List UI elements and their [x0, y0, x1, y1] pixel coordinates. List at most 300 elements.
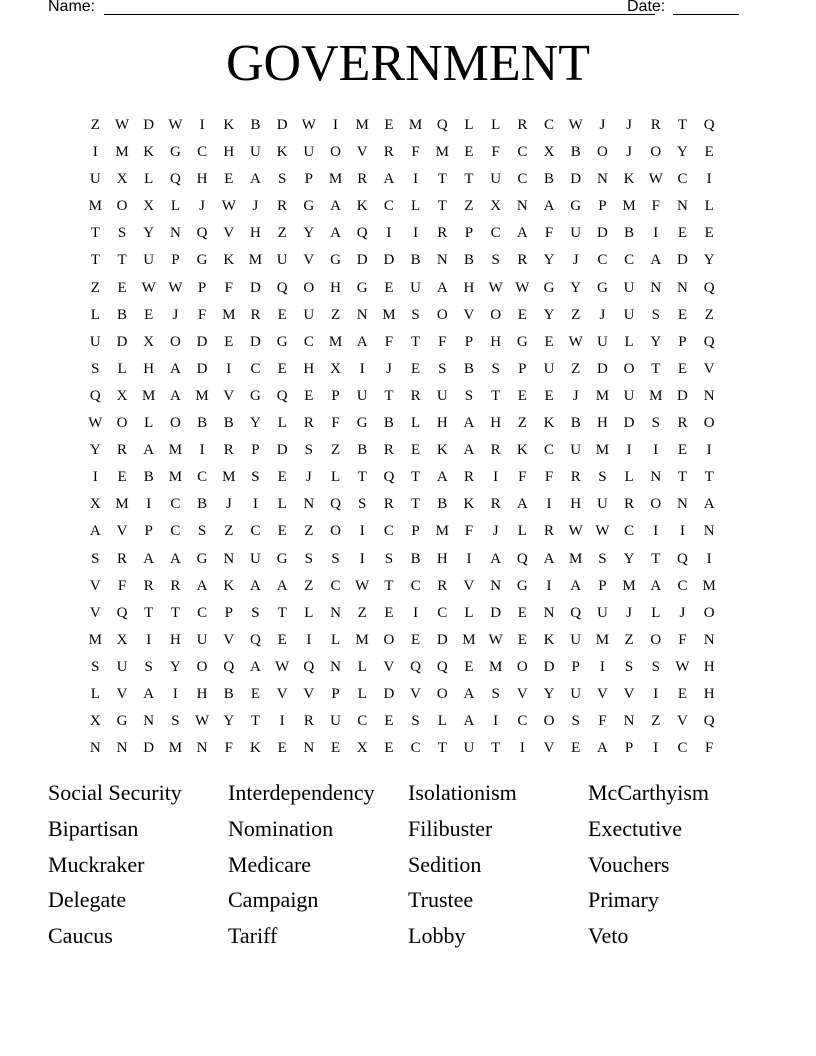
- grid-letter[interactable]: N: [330, 604, 341, 621]
- grid-letter[interactable]: I: [413, 171, 419, 188]
- grid-letter[interactable]: L: [144, 171, 154, 188]
- grid-letter[interactable]: R: [410, 387, 421, 404]
- grid-letter[interactable]: S: [197, 523, 207, 540]
- grid-letter[interactable]: E: [704, 144, 714, 161]
- grid-letter[interactable]: K: [356, 198, 368, 215]
- grid-letter[interactable]: Z: [517, 415, 527, 432]
- grid-letter[interactable]: I: [599, 658, 605, 675]
- grid-letter[interactable]: E: [517, 387, 527, 404]
- grid-letter[interactable]: T: [704, 469, 714, 486]
- grid-letter[interactable]: A: [356, 333, 368, 350]
- grid-letter[interactable]: E: [677, 442, 688, 459]
- grid-letter[interactable]: L: [304, 604, 314, 621]
- grid-letter[interactable]: L: [117, 360, 127, 377]
- grid-letter[interactable]: N: [703, 387, 715, 404]
- grid-letter[interactable]: V: [89, 604, 101, 621]
- grid-letter[interactable]: F: [491, 144, 500, 161]
- grid-letter[interactable]: C: [410, 577, 421, 594]
- grid-letter[interactable]: T: [411, 496, 421, 513]
- grid-letter[interactable]: A: [650, 577, 662, 594]
- grid-letter[interactable]: T: [464, 171, 474, 188]
- grid-letter[interactable]: Z: [624, 631, 634, 648]
- grid-letter[interactable]: I: [626, 442, 632, 459]
- grid-letter[interactable]: T: [384, 577, 394, 594]
- grid-letter[interactable]: M: [168, 740, 183, 757]
- grid-letter[interactable]: E: [117, 469, 127, 486]
- grid-letter[interactable]: H: [570, 496, 582, 513]
- grid-letter[interactable]: H: [143, 360, 155, 377]
- grid-letter[interactable]: D: [570, 171, 582, 188]
- grid-letter[interactable]: T: [170, 604, 180, 621]
- grid-letter[interactable]: G: [356, 279, 368, 296]
- grid-letter[interactable]: I: [252, 496, 258, 513]
- grid-letter[interactable]: I: [172, 685, 178, 702]
- grid-letter[interactable]: T: [437, 198, 447, 215]
- grid-letter[interactable]: I: [466, 550, 472, 567]
- grid-letter[interactable]: A: [250, 577, 261, 594]
- grid-letter[interactable]: B: [223, 415, 234, 432]
- grid-letter[interactable]: D: [143, 740, 155, 757]
- grid-letter[interactable]: K: [623, 171, 635, 188]
- grid-letter[interactable]: I: [146, 496, 152, 513]
- grid-letter[interactable]: L: [464, 117, 474, 133]
- grid-letter[interactable]: M: [462, 631, 476, 648]
- grid-letter[interactable]: E: [544, 333, 554, 350]
- grid-letter[interactable]: F: [704, 740, 714, 757]
- grid-letter[interactable]: F: [544, 469, 554, 486]
- grid-letter[interactable]: E: [384, 713, 394, 730]
- grid-letter[interactable]: Q: [703, 279, 715, 296]
- grid-letter[interactable]: Y: [570, 279, 582, 296]
- grid-letter[interactable]: K: [276, 144, 288, 161]
- grid-letter[interactable]: F: [651, 198, 660, 215]
- grid-letter[interactable]: O: [116, 198, 128, 215]
- grid-letter[interactable]: Z: [704, 306, 714, 323]
- grid-letter[interactable]: B: [223, 685, 234, 702]
- grid-letter[interactable]: F: [224, 740, 233, 757]
- grid-letter[interactable]: S: [251, 469, 260, 486]
- grid-letter[interactable]: C: [677, 740, 688, 757]
- grid-letter[interactable]: I: [546, 577, 552, 594]
- grid-letter[interactable]: C: [624, 523, 635, 540]
- grid-letter[interactable]: F: [678, 631, 687, 648]
- grid-letter[interactable]: Q: [410, 658, 422, 675]
- grid-letter[interactable]: O: [623, 360, 635, 377]
- grid-letter[interactable]: V: [116, 685, 128, 702]
- grid-letter[interactable]: O: [543, 713, 555, 730]
- grid-letter[interactable]: P: [304, 171, 314, 188]
- grid-letter[interactable]: W: [595, 523, 610, 540]
- grid-letter[interactable]: E: [464, 658, 474, 675]
- grid-letter[interactable]: I: [653, 225, 659, 242]
- grid-letter[interactable]: M: [595, 631, 610, 648]
- grid-letter[interactable]: Q: [116, 604, 128, 621]
- grid-letter[interactable]: D: [623, 415, 635, 432]
- grid-letter[interactable]: S: [91, 360, 100, 377]
- grid-letter[interactable]: Q: [169, 171, 181, 188]
- grid-letter[interactable]: R: [357, 171, 368, 188]
- grid-letter[interactable]: J: [305, 469, 312, 486]
- grid-letter[interactable]: T: [277, 604, 287, 621]
- grid-letter[interactable]: H: [196, 171, 208, 188]
- grid-letter[interactable]: E: [677, 306, 688, 323]
- grid-letter[interactable]: O: [383, 631, 395, 648]
- grid-letter[interactable]: R: [277, 198, 288, 215]
- grid-letter[interactable]: J: [572, 387, 579, 404]
- grid-letter[interactable]: Y: [89, 442, 101, 459]
- grid-letter[interactable]: I: [306, 631, 312, 648]
- grid-letter[interactable]: I: [653, 523, 659, 540]
- grid-letter[interactable]: U: [116, 658, 128, 675]
- grid-letter[interactable]: Y: [543, 306, 555, 323]
- grid-letter[interactable]: G: [116, 713, 128, 730]
- grid-letter[interactable]: L: [357, 658, 367, 675]
- grid-letter[interactable]: X: [89, 496, 101, 513]
- grid-letter[interactable]: Z: [330, 442, 341, 459]
- grid-letter[interactable]: B: [383, 415, 394, 432]
- grid-letter[interactable]: N: [677, 496, 688, 513]
- grid-letter[interactable]: E: [144, 306, 154, 323]
- grid-letter[interactable]: Z: [464, 198, 474, 215]
- grid-letter[interactable]: N: [677, 279, 688, 296]
- grid-letter[interactable]: H: [436, 415, 448, 432]
- grid-letter[interactable]: C: [544, 442, 555, 459]
- grid-letter[interactable]: Z: [90, 117, 100, 133]
- grid-letter[interactable]: C: [250, 523, 261, 540]
- grid-letter[interactable]: C: [330, 577, 341, 594]
- grid-letter[interactable]: M: [408, 117, 423, 133]
- grid-letter[interactable]: S: [491, 360, 500, 377]
- grid-letter[interactable]: M: [355, 631, 369, 648]
- grid-letter[interactable]: P: [171, 252, 180, 269]
- grid-letter[interactable]: N: [143, 713, 155, 730]
- grid-letter[interactable]: V: [596, 685, 608, 702]
- grid-letter[interactable]: M: [569, 550, 583, 567]
- grid-letter[interactable]: A: [169, 550, 181, 567]
- grid-letter[interactable]: T: [384, 387, 394, 404]
- grid-letter[interactable]: I: [279, 713, 285, 730]
- grid-letter[interactable]: P: [624, 740, 634, 757]
- grid-letter[interactable]: D: [596, 225, 608, 242]
- grid-letter[interactable]: U: [570, 225, 582, 242]
- grid-letter[interactable]: T: [144, 604, 154, 621]
- grid-letter[interactable]: S: [651, 658, 660, 675]
- grid-letter[interactable]: G: [543, 279, 555, 296]
- grid-letter[interactable]: E: [411, 631, 421, 648]
- grid-letter[interactable]: U: [570, 631, 582, 648]
- grid-letter[interactable]: D: [596, 360, 608, 377]
- grid-letter[interactable]: N: [650, 279, 662, 296]
- grid-letter[interactable]: V: [703, 360, 715, 377]
- grid-letter[interactable]: O: [303, 279, 315, 296]
- grid-letter[interactable]: C: [517, 144, 528, 161]
- grid-letter[interactable]: O: [196, 658, 208, 675]
- grid-letter[interactable]: U: [463, 740, 475, 757]
- grid-letter[interactable]: S: [304, 442, 314, 459]
- grid-letter[interactable]: L: [491, 117, 501, 133]
- grid-letter[interactable]: I: [546, 496, 552, 513]
- grid-letter[interactable]: T: [411, 469, 421, 486]
- grid-letter[interactable]: P: [224, 604, 233, 621]
- grid-letter[interactable]: S: [624, 658, 634, 675]
- grid-letter[interactable]: H: [330, 279, 341, 296]
- grid-letter[interactable]: V: [303, 685, 315, 702]
- grid-letter[interactable]: I: [359, 550, 365, 567]
- grid-letter[interactable]: R: [463, 469, 474, 486]
- grid-letter[interactable]: G: [596, 279, 608, 296]
- grid-letter[interactable]: P: [518, 360, 527, 377]
- grid-letter[interactable]: U: [250, 144, 261, 161]
- grid-letter[interactable]: B: [624, 225, 635, 242]
- grid-letter[interactable]: V: [463, 306, 475, 323]
- grid-letter[interactable]: E: [277, 631, 287, 648]
- date-blank-line[interactable]: [673, 14, 739, 15]
- grid-letter[interactable]: J: [626, 117, 633, 133]
- grid-letter[interactable]: T: [677, 117, 688, 133]
- grid-letter[interactable]: N: [650, 469, 662, 486]
- grid-letter[interactable]: L: [170, 198, 180, 215]
- grid-letter[interactable]: A: [169, 360, 181, 377]
- grid-letter[interactable]: O: [650, 631, 662, 648]
- grid-letter[interactable]: Z: [330, 306, 341, 323]
- grid-letter[interactable]: A: [463, 415, 475, 432]
- grid-letter[interactable]: G: [570, 198, 582, 215]
- grid-letter[interactable]: V: [677, 713, 688, 730]
- grid-letter[interactable]: B: [463, 252, 474, 269]
- grid-letter[interactable]: L: [330, 469, 341, 486]
- grid-letter[interactable]: W: [568, 333, 583, 350]
- grid-letter[interactable]: R: [223, 442, 234, 459]
- grid-letter[interactable]: F: [224, 279, 233, 296]
- grid-letter[interactable]: M: [115, 496, 129, 513]
- grid-letter[interactable]: U: [570, 685, 582, 702]
- grid-letter[interactable]: W: [114, 117, 130, 133]
- grid-letter[interactable]: A: [250, 171, 261, 188]
- grid-letter[interactable]: U: [89, 171, 101, 188]
- grid-letter[interactable]: E: [117, 279, 127, 296]
- grid-letter[interactable]: D: [677, 252, 688, 269]
- grid-letter[interactable]: G: [330, 252, 341, 269]
- grid-letter[interactable]: R: [490, 496, 501, 513]
- grid-letter[interactable]: C: [197, 144, 208, 161]
- grid-letter[interactable]: W: [221, 198, 236, 215]
- grid-letter[interactable]: L: [277, 415, 287, 432]
- grid-letter[interactable]: F: [518, 469, 527, 486]
- grid-letter[interactable]: B: [570, 415, 581, 432]
- grid-letter[interactable]: G: [356, 415, 368, 432]
- grid-letter[interactable]: R: [170, 577, 181, 594]
- grid-letter[interactable]: U: [596, 333, 608, 350]
- grid-letter[interactable]: N: [303, 496, 315, 513]
- grid-letter[interactable]: X: [143, 333, 155, 350]
- grid-letter[interactable]: D: [196, 333, 208, 350]
- grid-letter[interactable]: P: [598, 577, 607, 594]
- grid-letter[interactable]: G: [250, 387, 261, 404]
- grid-letter[interactable]: F: [464, 523, 474, 540]
- grid-letter[interactable]: S: [411, 306, 420, 323]
- grid-letter[interactable]: Q: [223, 658, 235, 675]
- grid-letter[interactable]: I: [333, 117, 339, 133]
- grid-letter[interactable]: S: [438, 360, 447, 377]
- grid-letter[interactable]: C: [250, 360, 261, 377]
- grid-letter[interactable]: J: [626, 144, 633, 161]
- grid-letter[interactable]: I: [92, 469, 98, 486]
- grid-letter[interactable]: X: [330, 360, 341, 377]
- grid-letter[interactable]: O: [650, 144, 662, 161]
- grid-letter[interactable]: P: [598, 198, 607, 215]
- grid-letter[interactable]: I: [226, 360, 232, 377]
- grid-letter[interactable]: D: [383, 685, 395, 702]
- grid-letter[interactable]: N: [303, 740, 315, 757]
- grid-letter[interactable]: C: [544, 117, 555, 133]
- grid-letter[interactable]: Q: [276, 387, 288, 404]
- grid-letter[interactable]: L: [144, 415, 154, 432]
- grid-letter[interactable]: R: [117, 550, 128, 567]
- grid-letter[interactable]: L: [464, 604, 474, 621]
- grid-letter[interactable]: M: [222, 306, 236, 323]
- grid-letter[interactable]: A: [169, 387, 181, 404]
- grid-letter[interactable]: H: [436, 550, 448, 567]
- grid-letter[interactable]: I: [679, 523, 685, 540]
- grid-letter[interactable]: L: [330, 631, 341, 648]
- grid-letter[interactable]: E: [411, 442, 421, 459]
- grid-letter[interactable]: I: [359, 523, 365, 540]
- grid-letter[interactable]: Y: [223, 713, 235, 730]
- grid-letter[interactable]: T: [250, 713, 261, 730]
- grid-letter[interactable]: T: [491, 740, 501, 757]
- grid-letter[interactable]: C: [383, 523, 394, 540]
- grid-letter[interactable]: M: [142, 387, 156, 404]
- grid-letter[interactable]: A: [516, 225, 528, 242]
- grid-letter[interactable]: O: [436, 306, 448, 323]
- grid-letter[interactable]: S: [491, 252, 500, 269]
- grid-letter[interactable]: S: [117, 225, 127, 242]
- grid-letter[interactable]: T: [437, 171, 447, 188]
- grid-letter[interactable]: L: [90, 306, 100, 323]
- grid-letter[interactable]: O: [436, 685, 448, 702]
- grid-letter[interactable]: U: [623, 306, 635, 323]
- grid-letter[interactable]: S: [571, 713, 580, 730]
- grid-letter[interactable]: K: [223, 577, 235, 594]
- grid-letter[interactable]: X: [490, 198, 502, 215]
- grid-letter[interactable]: F: [197, 306, 207, 323]
- grid-letter[interactable]: V: [89, 577, 101, 594]
- grid-letter[interactable]: E: [277, 469, 287, 486]
- grid-letter[interactable]: A: [250, 658, 261, 675]
- grid-letter[interactable]: N: [89, 740, 101, 757]
- grid-letter[interactable]: I: [493, 713, 499, 730]
- grid-letter[interactable]: O: [703, 415, 715, 432]
- grid-letter[interactable]: K: [223, 252, 235, 269]
- grid-letter[interactable]: N: [330, 658, 341, 675]
- grid-letter[interactable]: A: [383, 171, 395, 188]
- grid-letter[interactable]: Z: [571, 360, 581, 377]
- grid-letter[interactable]: F: [544, 225, 554, 242]
- grid-letter[interactable]: W: [568, 117, 583, 133]
- grid-letter[interactable]: D: [490, 604, 502, 621]
- grid-letter[interactable]: J: [385, 360, 392, 377]
- grid-letter[interactable]: O: [116, 415, 128, 432]
- grid-letter[interactable]: E: [384, 279, 394, 296]
- grid-letter[interactable]: J: [679, 604, 686, 621]
- grid-letter[interactable]: E: [304, 387, 314, 404]
- grid-letter[interactable]: E: [384, 604, 394, 621]
- grid-letter[interactable]: A: [330, 198, 341, 215]
- grid-letter[interactable]: L: [624, 469, 634, 486]
- grid-letter[interactable]: W: [301, 117, 316, 133]
- grid-letter[interactable]: M: [435, 144, 449, 161]
- grid-letter[interactable]: G: [516, 333, 528, 350]
- grid-letter[interactable]: N: [677, 198, 688, 215]
- grid-letter[interactable]: Y: [543, 252, 555, 269]
- grid-letter[interactable]: E: [677, 360, 688, 377]
- name-blank-line[interactable]: [104, 14, 655, 15]
- grid-letter[interactable]: I: [493, 469, 499, 486]
- grid-letter[interactable]: U: [623, 279, 635, 296]
- grid-letter[interactable]: Q: [703, 713, 715, 730]
- grid-letter[interactable]: J: [492, 523, 499, 540]
- grid-letter[interactable]: D: [436, 631, 448, 648]
- grid-letter[interactable]: D: [356, 252, 368, 269]
- grid-letter[interactable]: W: [355, 577, 370, 594]
- grid-letter[interactable]: J: [252, 198, 259, 215]
- grid-letter[interactable]: C: [303, 333, 314, 350]
- grid-letter[interactable]: A: [143, 442, 155, 459]
- grid-letter[interactable]: R: [544, 523, 555, 540]
- grid-letter[interactable]: S: [384, 550, 394, 567]
- grid-letter[interactable]: U: [596, 604, 608, 621]
- grid-letter[interactable]: A: [276, 577, 288, 594]
- grid-letter[interactable]: E: [384, 117, 394, 133]
- grid-letter[interactable]: Q: [436, 658, 448, 675]
- grid-letter[interactable]: G: [169, 144, 181, 161]
- grid-letter[interactable]: X: [543, 144, 555, 161]
- grid-letter[interactable]: R: [517, 117, 528, 133]
- grid-letter[interactable]: M: [622, 198, 636, 215]
- grid-letter[interactable]: O: [596, 144, 608, 161]
- grid-letter[interactable]: S: [277, 171, 287, 188]
- grid-letter[interactable]: U: [250, 550, 261, 567]
- grid-letter[interactable]: T: [677, 469, 688, 486]
- grid-letter[interactable]: B: [437, 496, 448, 513]
- grid-letter[interactable]: M: [115, 144, 129, 161]
- grid-letter[interactable]: Z: [651, 713, 661, 730]
- grid-letter[interactable]: Q: [89, 387, 101, 404]
- grid-letter[interactable]: T: [437, 740, 447, 757]
- grid-letter[interactable]: H: [463, 279, 475, 296]
- grid-letter[interactable]: P: [331, 685, 340, 702]
- grid-letter[interactable]: N: [516, 198, 528, 215]
- grid-letter[interactable]: X: [116, 387, 128, 404]
- grid-letter[interactable]: Q: [250, 631, 261, 648]
- grid-letter[interactable]: B: [357, 442, 368, 459]
- grid-letter[interactable]: I: [413, 225, 419, 242]
- grid-letter[interactable]: A: [650, 252, 662, 269]
- grid-letter[interactable]: P: [678, 333, 687, 350]
- grid-letter[interactable]: A: [143, 550, 155, 567]
- grid-letter[interactable]: S: [304, 550, 314, 567]
- grid-letter[interactable]: M: [328, 171, 343, 188]
- grid-letter[interactable]: U: [143, 252, 155, 269]
- grid-letter[interactable]: G: [276, 333, 288, 350]
- grid-letter[interactable]: A: [436, 469, 448, 486]
- grid-letter[interactable]: H: [703, 685, 715, 702]
- grid-letter[interactable]: S: [251, 604, 260, 621]
- grid-letter[interactable]: U: [570, 442, 582, 459]
- grid-letter[interactable]: W: [675, 658, 690, 675]
- grid-letter[interactable]: R: [383, 442, 394, 459]
- grid-letter[interactable]: V: [516, 685, 528, 702]
